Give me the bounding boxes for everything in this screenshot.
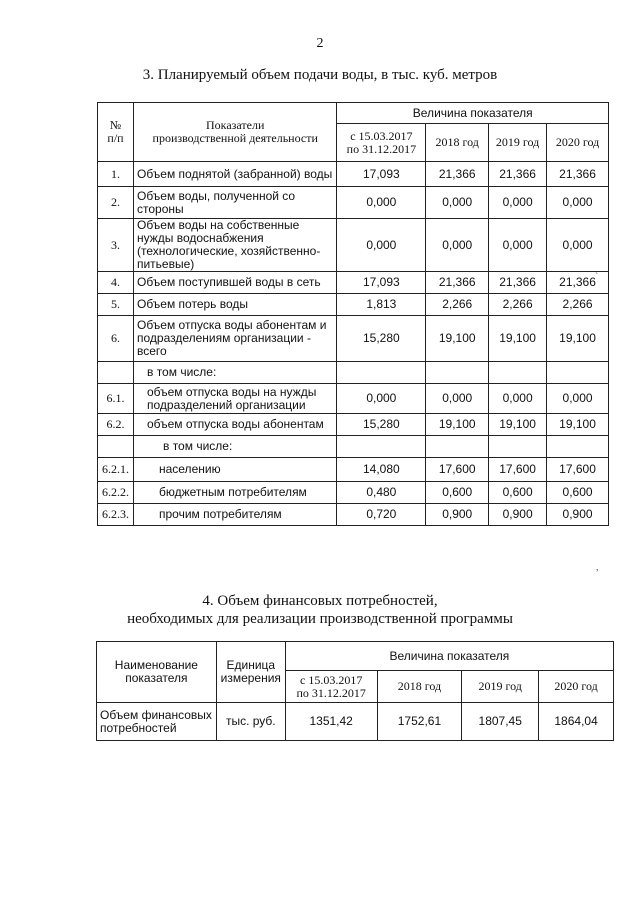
value-cell: 0,000 — [547, 219, 609, 272]
value-cell — [547, 436, 609, 458]
row-unit: тыс. руб. — [216, 703, 285, 741]
row-label: прочим потребителям — [133, 504, 336, 526]
value-cell: 17,600 — [489, 458, 547, 482]
value-cell: 19,100 — [426, 316, 489, 362]
table-row — [98, 187, 609, 219]
value-cell: 0,000 — [337, 384, 426, 414]
header-value-group: Величина показателя — [337, 103, 609, 124]
value-cell — [547, 362, 609, 384]
table-row — [98, 482, 609, 504]
value-cell: 19,100 — [489, 316, 547, 362]
row-number: 6.1. — [98, 384, 134, 414]
value-cell: 0,000 — [489, 219, 547, 272]
value-cell: 21,366 — [547, 162, 609, 187]
value-cell: 0,720 — [337, 504, 426, 526]
page-number: 2 — [316, 36, 324, 51]
header-period-2: 2018 год — [426, 124, 489, 162]
table-row — [98, 294, 609, 316]
table-row — [98, 384, 609, 414]
scan-mark: ` — [595, 272, 599, 283]
value-cell: 21,366 — [426, 162, 489, 187]
table-row — [98, 436, 609, 458]
header-period-4: 2020 год — [547, 124, 609, 162]
row-number: 5. — [98, 294, 134, 316]
header-period-4: 2020 год — [539, 671, 614, 703]
value-cell: 15,280 — [337, 414, 426, 436]
value-cell: 21,366 — [489, 162, 547, 187]
value-cell: 0,000 — [426, 187, 489, 219]
water-supply-table — [97, 102, 609, 526]
value-cell: 0,900 — [489, 504, 547, 526]
value-cell: 19,100 — [489, 414, 547, 436]
table-row — [98, 316, 609, 362]
value-cell: 17,600 — [426, 458, 489, 482]
value-cell: 2,266 — [426, 294, 489, 316]
header-period-3: 2019 год — [489, 124, 547, 162]
value-cell: 1,813 — [337, 294, 426, 316]
value-cell: 2,266 — [547, 294, 609, 316]
value-cell — [489, 362, 547, 384]
table-row — [98, 219, 609, 272]
value-cell: 1752,61 — [377, 703, 462, 741]
table-row — [98, 458, 609, 482]
header-period-1: с 15.03.2017 по 31.12.2017 — [285, 671, 377, 703]
header-period-1: с 15.03.2017 по 31.12.2017 — [337, 124, 426, 162]
value-cell: 1351,42 — [285, 703, 377, 741]
header-num: № п/п — [98, 103, 134, 162]
value-cell — [337, 436, 426, 458]
scan-mark: , — [596, 562, 599, 573]
value-cell: 17,600 — [547, 458, 609, 482]
value-cell: 19,100 — [426, 414, 489, 436]
value-cell: 0,600 — [489, 482, 547, 504]
value-cell: 0,000 — [489, 384, 547, 414]
row-number — [98, 436, 134, 458]
financial-needs-table — [96, 641, 614, 741]
row-label: Объем воды на собственные нужды водоснабжения (технологические, хозяйственно-питьевые) — [133, 219, 336, 272]
value-cell: 0,600 — [547, 482, 609, 504]
value-cell: 0,900 — [426, 504, 489, 526]
row-label: Объем поднятой (забранной) воды — [133, 162, 336, 187]
section-4-title-line-1: 4. Объем финансовых потребностей, — [202, 593, 438, 609]
row-number: 6.2.2. — [98, 482, 134, 504]
row-number: 3. — [98, 219, 134, 272]
row-number — [98, 362, 134, 384]
value-cell: 21,366 — [489, 272, 547, 294]
value-cell: 0,000 — [547, 384, 609, 414]
value-cell: 19,100 — [547, 316, 609, 362]
value-cell: 0,000 — [337, 219, 426, 272]
section-3-title: 3. Планируемый объем подачи воды, в тыс. куб. метров — [142, 67, 498, 83]
value-cell — [489, 436, 547, 458]
row-number: 6.2.1. — [98, 458, 134, 482]
table-row — [98, 362, 609, 384]
row-number: 2. — [98, 187, 134, 219]
row-number: 6.2. — [98, 414, 134, 436]
value-cell: 0,000 — [489, 187, 547, 219]
header-unit: Единица измерения — [216, 642, 285, 703]
row-label: объем отпуска воды на нужды подразделений организации — [133, 384, 336, 414]
value-cell: 17,093 — [337, 272, 426, 294]
value-cell: 0,000 — [426, 384, 489, 414]
value-cell: 0,480 — [337, 482, 426, 504]
header-indicator: Показатели производственной деятельности — [133, 103, 336, 162]
value-cell: 0,600 — [426, 482, 489, 504]
row-number: 6.2.3. — [98, 504, 134, 526]
value-cell: 14,080 — [337, 458, 426, 482]
value-cell: 19,100 — [547, 414, 609, 436]
table-row — [98, 162, 609, 187]
value-cell: 2,266 — [489, 294, 547, 316]
row-label: бюджетным потребителям — [133, 482, 336, 504]
row-label: Объем поступившей воды в сеть — [133, 272, 336, 294]
row-label: в том числе: — [133, 362, 336, 384]
row-number: 6. — [98, 316, 134, 362]
row-label: в том числе: — [133, 436, 336, 458]
value-cell: 0,900 — [547, 504, 609, 526]
table-row — [97, 703, 614, 741]
row-label: Объем отпуска воды абонентам и подразделениям организации - всего — [133, 316, 336, 362]
table-row — [98, 504, 609, 526]
header-value-group: Величина показателя — [285, 642, 613, 671]
value-cell: 0,000 — [547, 187, 609, 219]
value-cell: 0,000 — [426, 219, 489, 272]
row-label: населению — [133, 458, 336, 482]
header-period-2: 2018 год — [377, 671, 462, 703]
value-cell: 17,093 — [337, 162, 426, 187]
row-label: объем отпуска воды абонентам — [133, 414, 336, 436]
row-label: Объем финансовых потребностей — [97, 703, 217, 741]
row-label: Объем воды, полученной со стороны — [133, 187, 336, 219]
header-period-3: 2019 год — [462, 671, 539, 703]
value-cell — [337, 362, 426, 384]
table-row — [98, 414, 609, 436]
header-name: Наименование показателя — [97, 642, 217, 703]
value-cell: 1807,45 — [462, 703, 539, 741]
row-label: Объем потерь воды — [133, 294, 336, 316]
table-row — [98, 272, 609, 294]
value-cell: 21,366 — [426, 272, 489, 294]
value-cell: 15,280 — [337, 316, 426, 362]
value-cell — [426, 436, 489, 458]
value-cell: 0,000 — [337, 187, 426, 219]
section-4-title-line-2: необходимых для реализации производственной программы — [127, 611, 513, 627]
row-number: 1. — [98, 162, 134, 187]
value-cell: 1864,04 — [539, 703, 614, 741]
value-cell: 21,366 — [547, 272, 609, 294]
row-number: 4. — [98, 272, 134, 294]
value-cell — [426, 362, 489, 384]
